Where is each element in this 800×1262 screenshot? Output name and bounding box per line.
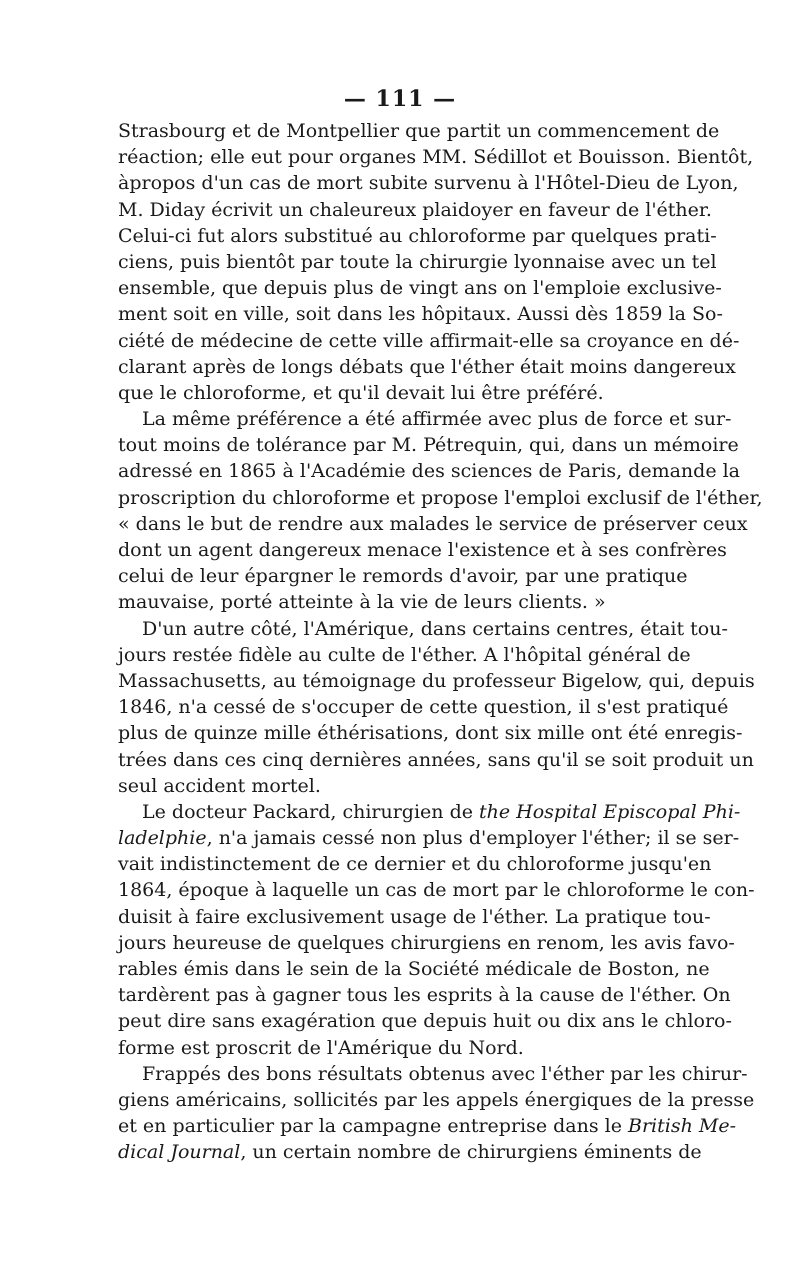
text-line: adressé en 1865 à l'Académie des sciences de Paris, demande la [118, 460, 741, 483]
text-line: peut dire sans exagération que depuis huit ou dix ans le chloro- [118, 1010, 732, 1033]
italic-title: British Me- [628, 1115, 736, 1138]
italic-title: dical Journal [118, 1141, 241, 1164]
text-line: réaction; elle eut pour organes MM. Sédillot et Bouisson. Bientôt, [118, 146, 754, 169]
body-text [118, 118, 763, 1166]
text-line: plus de quinze mille éthérisations, dont six mille ont été enregis- [118, 722, 743, 745]
text-line: clarant après de longs débats que l'éther était moins dangereux [118, 355, 736, 378]
text-line: que le chloroforme, et qu'il devait lui être préféré. [118, 381, 604, 404]
text-line: mauvaise, porté atteinte à la vie de leurs clients. » [118, 591, 606, 614]
text-line: forme est proscrit de l'Amérique du Nord. [118, 1036, 524, 1059]
line-text: et en particulier par la campagne entreprise dans le [118, 1115, 629, 1138]
text-line: ciens, puis bientôt par toute la chirurgie lyonnaise avec un tel [118, 250, 717, 273]
text-line: seul accident mortel. [118, 774, 321, 797]
italic-title: the Hospital Episcopal Phi- [479, 800, 741, 823]
text-line: tout moins de tolérance par M. Pétrequin, qui, dans un mémoire [118, 434, 739, 457]
text-line: Strasbourg et de Montpellier que partit un commencement de [118, 120, 720, 142]
text-line: giens américains, sollicités par les appels énergiques de la presse [118, 1088, 755, 1111]
text-line: « dans le but de rendre aux malades le service de préserver ceux [118, 512, 748, 535]
text-line: celui de leur épargner le remords d'avoir, par une pratique [118, 565, 688, 588]
text-line: 1864, époque à laquelle un cas de mort par le chloroforme le con- [118, 879, 755, 902]
text-line: vait indistinctement de ce dernier et du chloroforme jusqu'en [118, 853, 712, 876]
text-line: Frappés des bons résultats obtenus avec l'éther par les chirur- [142, 1062, 748, 1085]
text-line: ensemble, que depuis plus de vingt ans on l'emploie exclusive- [118, 277, 722, 300]
text-line [118, 1113, 736, 1139]
line-text: , un certain nombre de chirurgiens éminents de [240, 1141, 702, 1164]
text-line: 1846, n'a cessé de s'occuper de cette question, il s'est pratiqué [118, 696, 729, 719]
line-text: Le docteur Packard, chirurgien de [142, 800, 480, 823]
text-line: Massachusetts, au témoignage du professeur Bigelow, qui, depuis [118, 669, 755, 692]
text-line: D'un autre côté, l'Amérique, dans certains centres, était tou- [142, 617, 728, 640]
text-line: proscription du chloroforme et propose l'emploi exclusif de l'éther, [118, 486, 763, 509]
text-line: ment soit en ville, soit dans les hôpitaux. Aussi dès 1859 la So- [118, 303, 723, 326]
text-line: tardèrent pas à gagner tous les esprits à la cause de l'éther. On [118, 984, 731, 1007]
text-line: Celui-ci fut alors substitué au chloroforme par quelques prati- [118, 224, 717, 247]
italic-title: ladelphie [118, 827, 207, 850]
text-line [118, 1139, 702, 1165]
text-line: rables émis dans le sein de la Société médicale de Boston, ne [118, 958, 710, 980]
text-line [118, 799, 741, 825]
text-line: jours heureuse de quelques chirurgiens en renom, les avis favo- [118, 931, 735, 954]
text-line: dont un agent dangereux menace l'existence et à ses confrères [118, 539, 727, 561]
text-line: trées dans ces cinq dernières années, sans qu'il se soit produit un [118, 748, 754, 771]
text-line: M. Diday écrivit un chaleureux plaidoyer en faveur de l'éther. [118, 198, 712, 221]
text-line: La même préférence a été affirmée avec plus de force et sur- [142, 408, 732, 431]
text-line: jours restée fidèle au culte de l'éther. A l'hôpital général de [118, 643, 691, 666]
text-line [118, 825, 740, 851]
text-line: àpropos d'un cas de mort subite survenu à l'Hôtel-Dieu de Lyon, [118, 172, 739, 195]
text-line: ciété de médecine de cette ville affirmait-elle sa croyance en dé- [118, 329, 740, 352]
line-text: , n'a jamais cessé non plus d'employer l'éther; il se ser- [206, 827, 740, 850]
page-number: — 111 — [343, 86, 457, 112]
text-line: duisit à faire exclusivement usage de l'éther. La pratique tou- [118, 905, 711, 928]
